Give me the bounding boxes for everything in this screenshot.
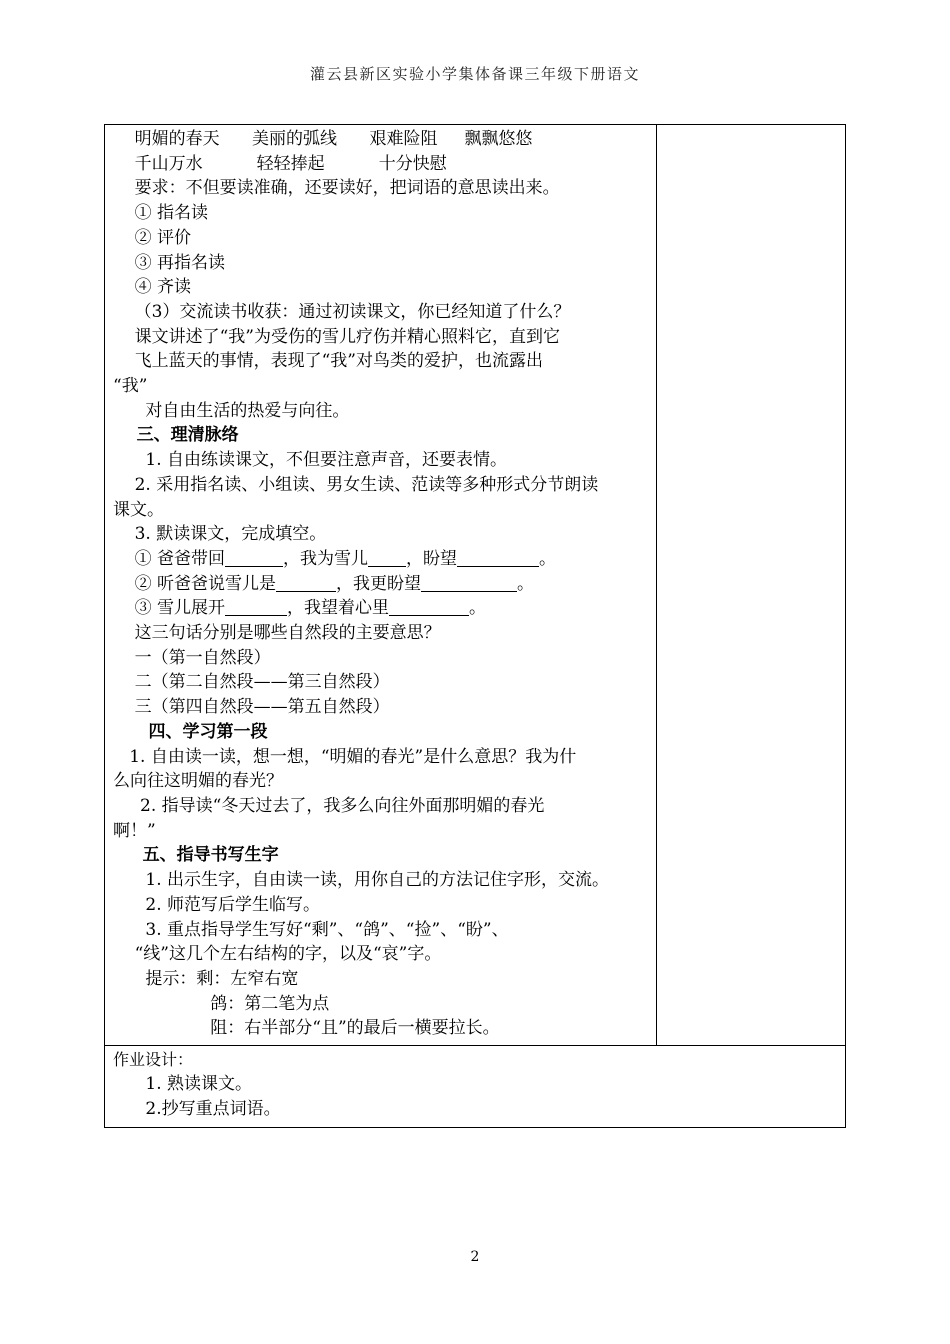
share-answer: 课文讲述了“我”为受伤的雪儿疗伤并精心照料它，直到它 (113, 326, 560, 347)
paragraph-group: 三（第四自然段——第五自然段） (113, 697, 390, 718)
word-list-row: 千山万水 轻轻捧起 十分快慰 (113, 153, 447, 174)
page-number: 2 (470, 1249, 480, 1265)
blank (276, 574, 336, 592)
fill-text: ，我更盼望 (336, 573, 422, 594)
fill-blank-line (113, 596, 652, 621)
paragraph-group: 一（第一自然段） (113, 647, 271, 668)
word-list-row: 明媚的春天 美丽的弧线 艰难险阻 飘飘悠悠 (113, 129, 533, 149)
paragraph-group: 二（第二自然段——第三自然段） (113, 672, 390, 693)
section-item: 么向往这明媚的春光？ (113, 771, 283, 792)
reading-step: ④ 齐读 (113, 277, 192, 298)
lesson-content-cell (105, 125, 657, 1046)
blank (368, 549, 406, 567)
reading-requirement: 要求：不但要读准确，还要读好，把词语的意思读出来。 (113, 178, 560, 199)
homework-content (105, 1046, 845, 1127)
blank (225, 598, 287, 616)
section-item: 2. 师范写后学生临写。 (113, 894, 321, 915)
reading-step: ① 指名读 (113, 203, 209, 224)
writing-tip: 阻：右半部分“且”的最后一横要拉长。 (113, 1018, 500, 1039)
section-item: 2. 采用指名读、小组读、男女生读、范读等多种形式分节朗读 (113, 474, 599, 495)
section-heading: 四、学习第一段 (113, 721, 268, 742)
homework-cell (105, 1046, 846, 1128)
section-item: 2. 指导读“冬天过去了，我多么向往外面那明媚的春光 (113, 795, 545, 816)
blank (389, 598, 469, 616)
homework-title: 作业设计： (113, 1050, 194, 1070)
fill-blank-line (113, 547, 652, 572)
homework-item: 2.抄写重点词语。 (113, 1098, 281, 1119)
fill-text: ，我为雪儿 (283, 548, 369, 569)
homework-row (105, 1046, 846, 1128)
section-item: 1. 出示生字，自由读一读，用你自己的方法记住字形，交流。 (113, 870, 610, 891)
lesson-plan-table (104, 124, 846, 1128)
fill-text: 。 (469, 598, 487, 619)
section-item: 1. 自由读一读，想一想，“明媚的春光”是什么意思？我为什 (113, 746, 577, 767)
section-item: 3. 默读课文，完成填空。 (113, 524, 327, 545)
share-question: （3）交流读书收获：通过初读课文，你已经知道了什么？ (113, 301, 571, 322)
fill-text: 。 (539, 548, 557, 569)
lesson-row (105, 125, 846, 1046)
section-item: 啊！” (113, 820, 156, 841)
share-answer: 对自由生活的热爱与向往。 (113, 400, 350, 421)
blank (457, 549, 539, 567)
fill-text: ① 爸爸带回 (113, 548, 226, 569)
homework-item: 1. 熟读课文。 (113, 1074, 253, 1095)
share-answer: “我” (113, 376, 148, 397)
section-heading: 三、理清脉络 (113, 425, 239, 446)
section-item: 1. 自由练读课文，不但要注意声音，还要表情。 (113, 450, 508, 471)
lesson-content (105, 125, 656, 1045)
fill-text: ，盼望 (406, 548, 458, 569)
fill-text: 。 (517, 573, 535, 594)
fill-blank-line (113, 572, 652, 597)
reading-step: ② 评价 (113, 227, 192, 248)
fill-text: ，我望着心里 (287, 598, 390, 619)
writing-tip: 提示：剩：左窄右宽 (113, 968, 299, 989)
writing-tip: 鸽：第二笔为点 (113, 993, 330, 1014)
page-header: 灌云县新区实验小学集体备课三年级下册语文 (309, 65, 640, 83)
fill-text: ③ 雪儿展开 (113, 598, 226, 619)
fill-text: ② 听爸爸说雪儿是 (113, 573, 277, 594)
blank (421, 574, 517, 592)
notes-cell (657, 125, 846, 1046)
reading-step: ③ 再指名读 (113, 252, 226, 273)
share-answer: 飞上蓝天的事情，表现了“我”对鸟类的爱护，也流露出 (113, 351, 543, 372)
blank (225, 549, 283, 567)
fill-question: 这三句话分别是哪些自然段的主要意思？ (113, 623, 441, 644)
section-item: 3. 重点指导学生写好“剩”、“鸽”、“捡”、“盼”、 (113, 919, 509, 940)
section-item: 课文。 (113, 499, 164, 520)
section-item: “线”这几个左右结构的字，以及“哀”字。 (113, 944, 442, 965)
section-heading: 五、指导书写生字 (113, 845, 279, 866)
